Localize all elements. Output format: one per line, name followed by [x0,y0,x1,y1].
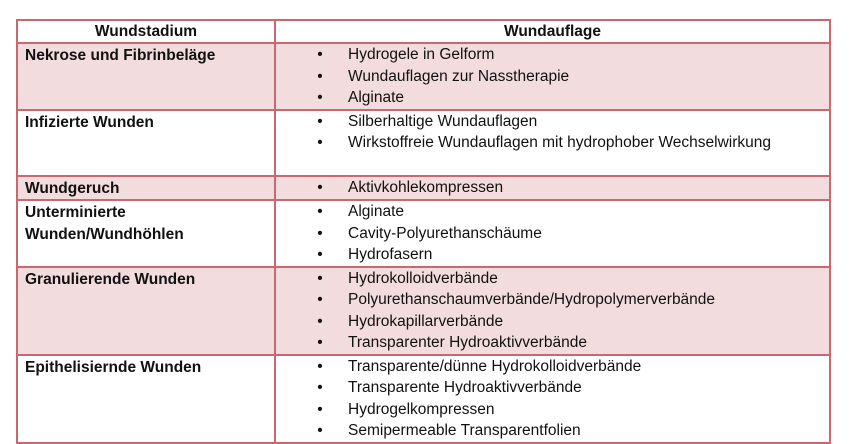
bullet-icon: • [317,357,323,375]
dressing-item [276,377,829,399]
bullet-icon: • [317,312,323,330]
dressing-list [276,111,829,154]
stage-cell [17,267,275,355]
dressing-text: Alginate [348,203,405,220]
bullet-icon: • [317,178,323,196]
bullet-icon: • [317,203,323,220]
bullet-icon: • [317,422,323,439]
bullet-icon: • [317,269,323,287]
bullet-icon: • [317,67,323,85]
table-row [17,43,830,110]
dressing-item [276,311,829,333]
stage-label: Wundgeruch [25,179,120,197]
dressing-item [276,66,829,88]
bullet-icon: • [317,224,323,242]
bullet-icon: • [317,246,323,263]
stage-label: Infizierte Wunden [25,113,154,131]
dressing-list [276,201,829,266]
table-row [17,355,830,443]
dressing-text: Transparenter Hydroaktivverbände [348,334,587,351]
dressing-text: Transparente Hydroaktivverbände [348,379,582,396]
bullet-icon: • [317,379,323,396]
bullet-icon: • [317,46,323,63]
dressing-item [276,268,829,290]
dressing-text: Hydrogele in Gelform [348,46,495,63]
dressing-text: Polyurethanschaumverbände/Hydropolymerverbände [348,291,716,308]
stage-label: Granulierende Wunden [25,270,196,288]
header-row [17,20,830,43]
dressing-item [276,44,829,66]
dressing-item [276,420,829,442]
dressing-item [276,289,829,311]
dressing-item [276,87,829,109]
bullet-icon: • [317,89,323,106]
dressing-item [276,111,829,133]
dressing-cell [275,43,830,110]
dressing-text: Transparente/dünne Hydrokolloidverbände [348,357,642,375]
dressing-cell [275,200,830,267]
bullet-icon: • [317,134,323,151]
table-row [17,267,830,355]
dressing-list [276,268,829,354]
dressing-cell [275,355,830,443]
table-row [17,200,830,267]
dressing-list [276,44,829,109]
stage-label: Unterminierte Wunden/Wundhöhlen [25,204,184,243]
dressing-text: Silberhaltige Wundauflagen [348,112,538,130]
dressing-item [276,356,829,378]
stage-cell [17,200,275,267]
stage-cell [17,110,275,176]
dressing-cell [275,267,830,355]
header-wound-dressing: Wundauflage [275,20,830,43]
dressing-item [276,177,829,199]
dressing-item [276,201,829,223]
stage-label: Nekrose und Fibrinbeläge [25,47,216,64]
dressing-item [276,132,829,154]
dressing-text: Wundauflagen zur Nasstherapie [348,67,570,85]
bullet-icon: • [317,334,323,351]
stage-cell [17,43,275,110]
dressing-cell [275,176,830,201]
dressing-list [276,356,829,442]
dressing-item [276,223,829,245]
dressing-item [276,244,829,266]
dressing-text: Hydrokolloidverbände [348,269,498,287]
dressing-list [276,177,829,199]
bullet-icon: • [317,400,323,418]
dressing-text: Hydrogelkompressen [348,400,495,418]
bullet-icon: • [317,112,323,130]
bullet-icon: • [317,291,323,308]
dressing-text: Hydrokapillarverbände [348,312,504,330]
dressing-text: Cavity-Polyurethanschäume [348,224,542,242]
table-row [17,176,830,201]
stage-cell [17,355,275,443]
dressing-item [276,332,829,354]
dressing-text: Wirkstoffreie Wundauflagen mit hydrophober Wechselwirkung [348,134,772,151]
dressing-text: Semipermeable Transparentfolien [348,422,581,439]
dressing-text: Alginate [348,89,405,106]
dressing-text: Hydrofasern [348,246,433,263]
dressing-cell [275,110,830,176]
dressing-item [276,399,829,421]
stage-label: Epithelisiernde Wunden [25,358,202,376]
header-wound-stage: Wundstadium [17,20,275,43]
stage-cell [17,176,275,201]
dressing-text: Aktivkohlekompressen [348,178,504,196]
table-row [17,110,830,176]
wound-dressing-table [16,19,831,444]
